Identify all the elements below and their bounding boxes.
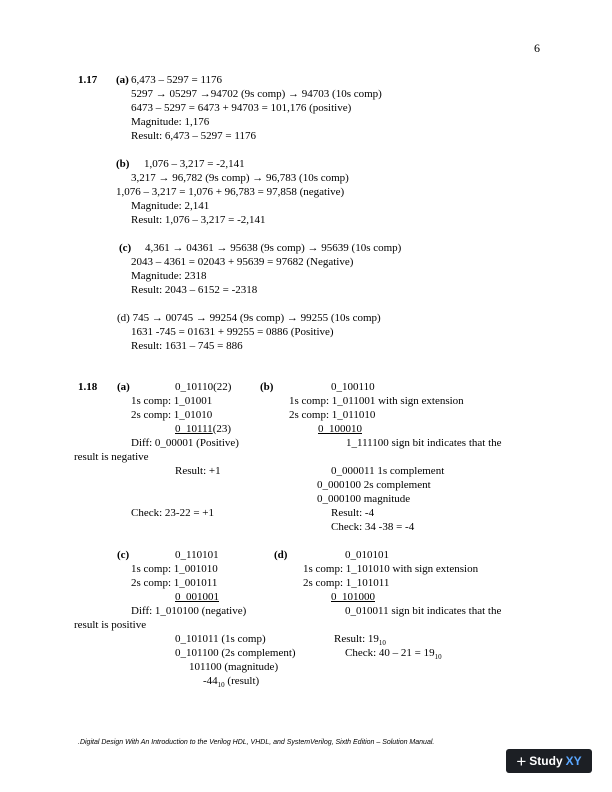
part-c-result [203,675,259,691]
part-b-line-2: 1,076 – 3,217 = 1,076 + 96,783 = 97,858 (negative) [116,186,345,198]
part-c-label: (c) [117,549,130,561]
part-d-diff: 0_010011 sign bit indicates that the [345,605,502,617]
plus-icon: + [516,751,527,771]
part-c-1s-comp: 1s comp: 1_001010 [131,563,218,575]
problem-number-1-18: 1.18 [78,381,98,393]
part-c-magnitude: 101100 (magnitude) [189,661,279,673]
part-b-line-1: 3,217 → 96,782 (9s comp) → 96,783 (10s comp) [131,172,349,184]
part-b-magnitude: 0_000100 magnitude [317,493,411,505]
part-a-sum-suffix: (23) [212,423,232,435]
part-b-label: (b) [260,381,274,393]
part-b-2s-comp: 2s comp: 1_011010 [289,409,376,421]
part-d-check-base: 10 [434,653,442,662]
part-d-value: 0_010101 [345,549,389,561]
part-b-diff-continued: result is negative [74,451,149,463]
studyxy-logo [506,749,592,773]
part-c-1s-complement: 0_101011 (1s comp) [175,633,266,645]
part-a-sum-bits: 0_10111 [175,423,213,435]
part-a-value: 0_10110(22) [175,381,232,393]
part-d-1s-comp: 1s comp: 1_101010 with sign extension [303,563,479,575]
part-a-sum [175,423,231,435]
part-b-value: 0_100110 [331,381,375,393]
part-b-check: Check: 34 -38 = -4 [331,521,415,533]
part-d-result-value: Result: 19 [334,633,379,645]
part-a-line-3: Magnitude: 1,176 [131,116,210,128]
part-d-result-base: 10 [378,639,386,648]
part-a-line-2: 6473 – 5297 = 6473 + 94703 = 101,176 (positive) [131,102,352,114]
problem-number-1-17: 1.17 [78,74,98,86]
part-d-sum: 0_101000 [331,591,375,603]
part-b-sum: 0_100010 [318,423,362,435]
part-a-line-4: Result: 6,473 – 5297 = 1176 [131,130,256,142]
part-a-1s-comp: 1s comp: 1_01001 [131,395,213,407]
part-a-label: (a) [117,381,130,393]
part-b-2s-complement: 0_000100 2s complement [317,479,431,491]
part-d-title: (d) 745 → 00745 → 99254 (9s comp) → 99255 (10s comp) [117,312,381,324]
part-b-1s-complement: 0_000011 1s complement [331,465,445,477]
part-c-2s-complement: 0_101100 (2s complement) [175,647,296,659]
part-a-diff: Diff: 0_00001 (Positive) [131,437,239,449]
logo-brand: Study [529,754,563,768]
logo-brand-accent: XY [565,754,582,768]
footer-citation: .Digital Design With An Introduction to the Verilog HDL, VHDL, and SystemVerilog, Sixth Edition – Solution Manual. [78,739,435,746]
part-c-result-base: 10 [217,681,225,690]
part-d-check [345,647,442,663]
part-a-title: 6,473 – 5297 = 1176 [131,74,223,86]
part-a-2s-comp: 2s comp: 1_01010 [131,409,213,421]
part-d-line-1: 1631 -745 = 01631 + 99255 = 0886 (Positive) [131,326,334,338]
part-c-line-2: Magnitude: 2318 [131,270,207,282]
part-b-line-4: Result: 1,076 – 3,217 = -2,141 [131,214,266,226]
part-d-check-value: Check: 40 – 21 = 19 [345,647,435,659]
part-d-diff-continued: result is positive [74,619,147,631]
part-c-title: 4,361 → 04361 → 95638 (9s comp) → 95639 (10s comp) [145,242,402,254]
part-c-result-value: -44 [203,675,218,687]
page-number: 6 [534,41,540,55]
part-c-diff: Diff: 1_010100 (negative) [131,605,247,617]
part-b-line-3: Magnitude: 2,141 [131,200,210,212]
part-b-1s-comp: 1s comp: 1_011001 with sign extension [289,395,464,407]
part-d-2s-comp: 2s comp: 1_101011 [303,577,390,589]
part-a-check: Check: 23-22 = +1 [131,507,214,519]
part-c-result-suffix: (result) [224,675,260,687]
part-c-line-3: Result: 2043 – 6152 = -2318 [131,284,258,296]
part-a-label: (a) [116,74,129,86]
part-c-sum: 0_001001 [175,591,219,603]
part-a-line-1: 5297 → 05297 →94702 (9s comp) → 94703 (10s comp) [131,88,382,100]
part-b-diff: 1_111100 sign bit indicates that the [346,437,502,449]
part-d-line-2: Result: 1631 – 745 = 886 [131,340,243,352]
part-b-result: Result: -4 [331,507,375,519]
part-b-title: 1,076 – 3,217 = -2,141 [144,158,245,170]
part-c-line-1: 2043 – 4361 = 02043 + 95639 = 97682 (Negative) [131,256,354,268]
part-c-2s-comp: 2s comp: 1_001011 [131,577,218,589]
part-c-value: 0_110101 [175,549,219,561]
part-c-label: (c) [119,242,132,254]
part-b-label: (b) [116,158,130,170]
part-a-result: Result: +1 [175,465,221,477]
part-d-label: (d) [274,549,288,561]
